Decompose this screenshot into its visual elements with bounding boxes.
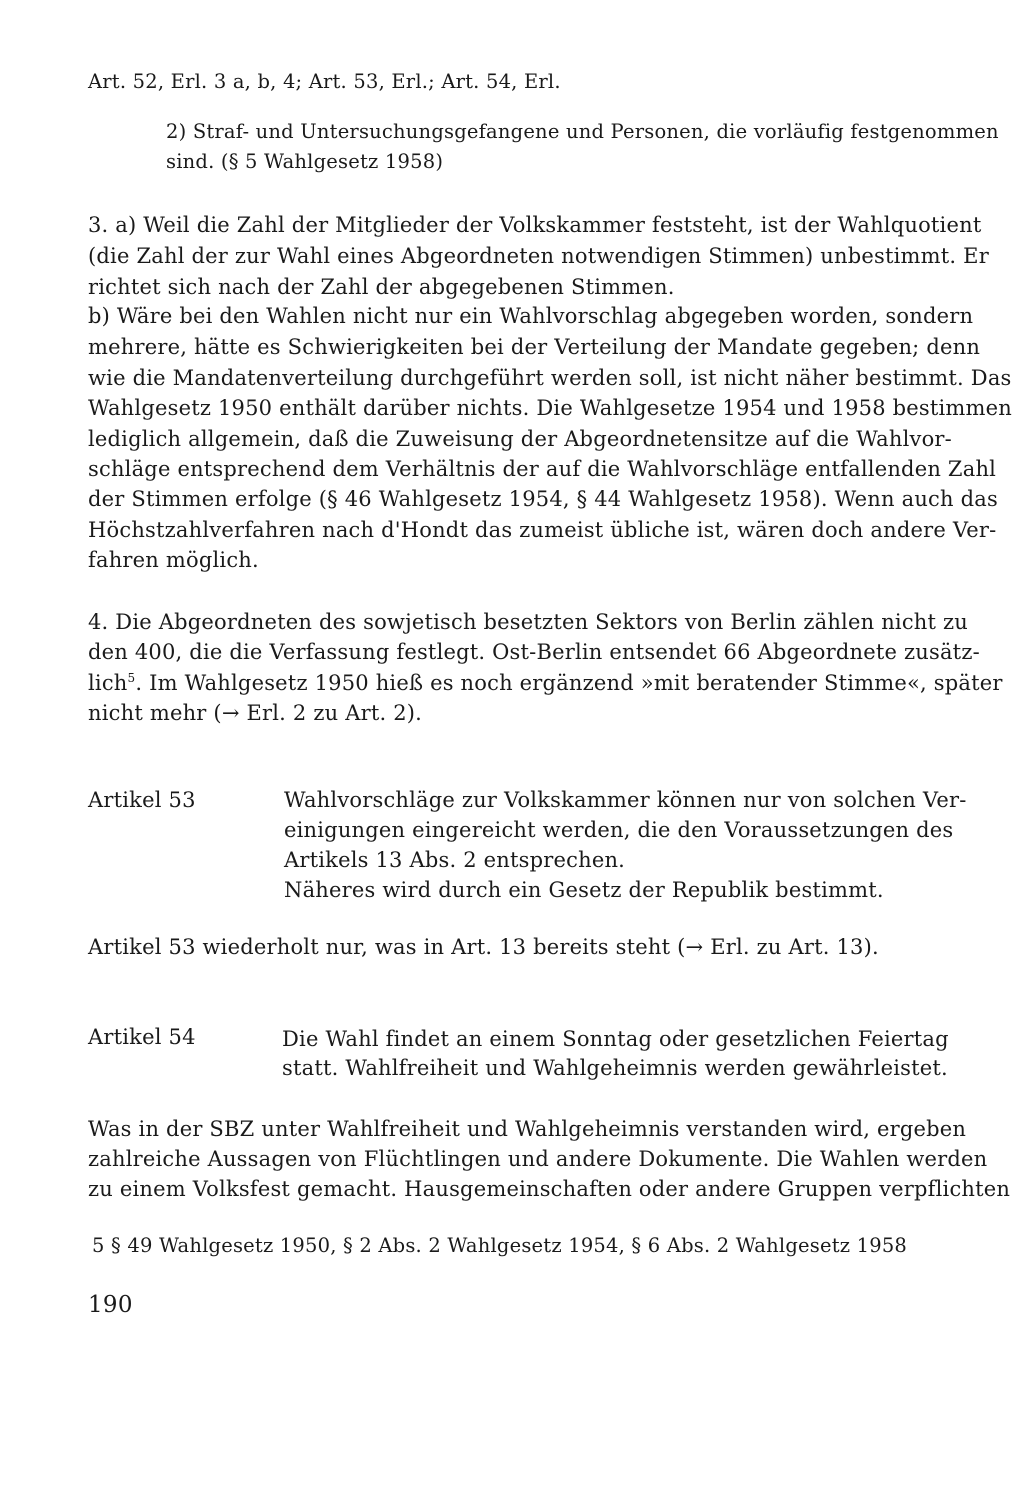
article-54-comment-line: zahlreiche Aussagen von Flüchtlingen und andere Dokumente. Die Wahlen werden bbox=[88, 1147, 988, 1171]
article-54-comment-line: zu einem Volksfest gemacht. Hausgemeinschaften oder andere Gruppen verpflichten bbox=[88, 1177, 1011, 1201]
item-2-line-1: 2) Straf- und Untersuchungsgefangene und Personen, die vorläufig festgenommen bbox=[166, 120, 999, 143]
article-53-text-line: Artikels 13 Abs. 2 entsprechen. bbox=[284, 848, 626, 872]
article-53-text-line: Wahlvorschläge zur Volkskammer können nur von solchen Ver- bbox=[284, 788, 967, 812]
section-3-line: fahren möglich. bbox=[88, 548, 259, 572]
section-3-line: wie die Mandatenverteilung durchgeführt werden soll, ist nicht näher bestimmt. Das bbox=[88, 366, 1012, 390]
section-4-line-1: 4. Die Abgeordneten des sowjetisch besetzten Sektors von Berlin zählen nicht zu bbox=[88, 610, 969, 634]
article-54-text-line: statt. Wahlfreiheit und Wahlgeheimnis werden gewährleistet. bbox=[282, 1056, 948, 1080]
section-4-line-3-post: . Im Wahlgesetz 1950 hieß es noch ergänzend »mit beratender Stimme«, später bbox=[135, 671, 1003, 695]
section-3-line: b) Wäre bei den Wahlen nicht nur ein Wahlvorschlag abgegeben worden, sondern bbox=[88, 304, 974, 328]
article-54-label: Artikel 54 bbox=[88, 1025, 196, 1049]
article-54-text-line: Die Wahl findet an einem Sonntag oder gesetzlichen Feiertag bbox=[282, 1027, 949, 1051]
section-4-line-4: nicht mehr (→ Erl. 2 zu Art. 2). bbox=[88, 701, 423, 725]
section-3-line: mehrere, hätte es Schwierigkeiten bei der Verteilung der Mandate gegeben; denn bbox=[88, 335, 981, 359]
article-53-label: Artikel 53 bbox=[88, 788, 196, 812]
section-3-line: lediglich allgemein, daß die Zuweisung der Abgeordnetensitze auf die Wahlvor- bbox=[88, 427, 952, 451]
footnote: 5 § 49 Wahlgesetz 1950, § 2 Abs. 2 Wahlgesetz 1954, § 6 Abs. 2 Wahlgesetz 1958 bbox=[92, 1234, 908, 1257]
section-3-line: 3. a) Weil die Zahl der Mitglieder der Volkskammer feststeht, ist der Wahlquotient bbox=[88, 213, 982, 237]
section-3-line: Wahlgesetz 1950 enthält darüber nichts. Die Wahlgesetze 1954 und 1958 bestimmen bbox=[88, 396, 1013, 420]
section-3-line: der Stimmen erfolge (§ 46 Wahlgesetz 1954, § 44 Wahlgesetz 1958). Wenn auch das bbox=[88, 487, 998, 511]
header-reference: Art. 52, Erl. 3 a, b, 4; Art. 53, Erl.; Art. 54, Erl. bbox=[88, 70, 561, 93]
section-3-line: Höchstzahlverfahren nach d'Hondt das zumeist übliche ist, wären doch andere Ver- bbox=[88, 518, 997, 542]
section-3-line: (die Zahl der zur Wahl eines Abgeordneten notwendigen Stimmen) unbestimmt. Er bbox=[88, 244, 989, 268]
section-3-line: schläge entsprechend dem Verhältnis der auf die Wahlvorschläge entfallenden Zahl bbox=[88, 457, 997, 481]
item-2-line-2: sind. (§ 5 Wahlgesetz 1958) bbox=[166, 150, 444, 173]
article-53-text-line: Näheres wird durch ein Gesetz der Republik bestimmt. bbox=[284, 878, 884, 902]
article-54-comment-line: Was in der SBZ unter Wahlfreiheit und Wahlgeheimnis verstanden wird, ergeben bbox=[88, 1117, 967, 1141]
section-4-line-2: den 400, die die Verfassung festlegt. Ost-Berlin entsendet 66 Abgeordnete zusätz- bbox=[88, 640, 980, 664]
page-number: 190 bbox=[88, 1292, 133, 1318]
section-4-line-3 bbox=[88, 671, 1003, 695]
article-53-comment: Artikel 53 wiederholt nur, was in Art. 13 bereits steht (→ Erl. zu Art. 13). bbox=[88, 935, 879, 959]
article-53-text-line: einigungen eingereicht werden, die den Voraussetzungen des bbox=[284, 818, 954, 842]
section-4-line-3-pre: lich bbox=[88, 671, 128, 695]
section-3-line: richtet sich nach der Zahl der abgegebenen Stimmen. bbox=[88, 275, 675, 299]
footnote-marker: 5 bbox=[127, 671, 136, 685]
